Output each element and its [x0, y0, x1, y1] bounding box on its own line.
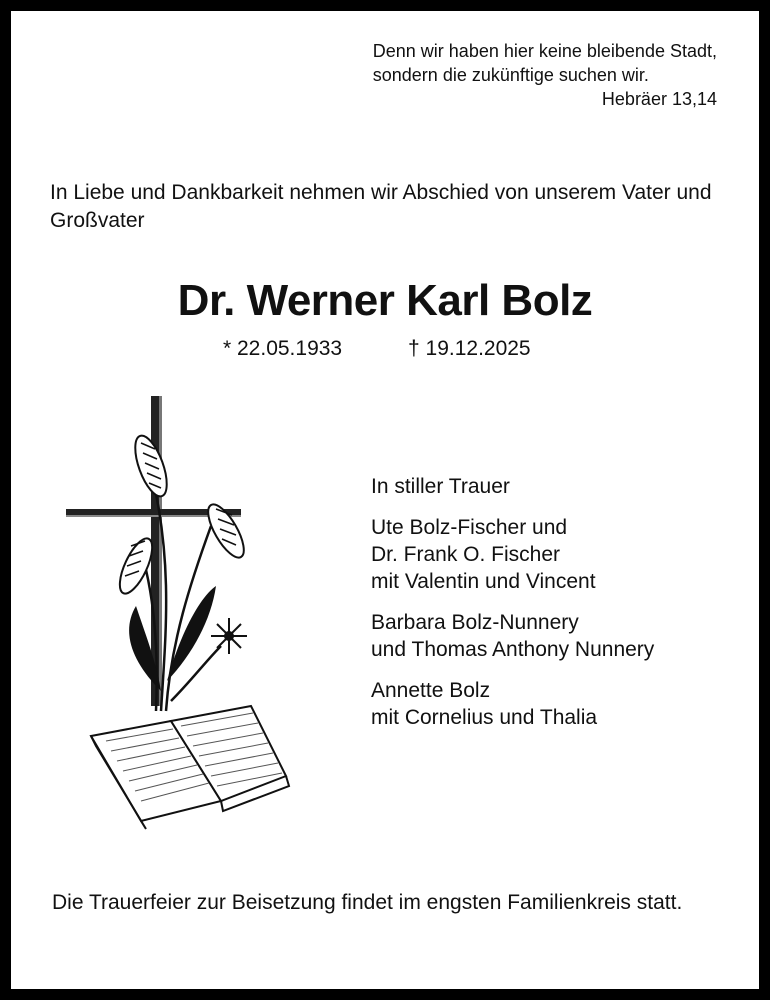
mourner-group	[371, 677, 654, 731]
flower-icon	[211, 618, 247, 654]
mourner-line: Barbara Bolz-Nunnery	[371, 611, 579, 634]
verse-reference: Hebräer 13,14	[601, 89, 717, 109]
cross-wheat-book-icon	[61, 381, 291, 831]
mourner-group	[371, 609, 654, 663]
mourner-line: Dr. Frank O. Fischer	[371, 543, 561, 566]
death-date: † 19.12.2025	[408, 337, 531, 360]
bible-verse	[373, 39, 717, 111]
mourner-line: mit Cornelius und Thalia	[371, 706, 598, 729]
mourner-line: und Thomas Anthony Nunnery	[371, 638, 655, 661]
mourners-list	[371, 473, 654, 745]
intro-text: In Liebe und Dankbarkeit nehmen wir Abschied von unserem Vater und Großvater	[50, 181, 712, 232]
verse-line-1: Denn wir haben hier keine bleibende Stadt,	[372, 41, 717, 61]
birth-date: * 22.05.1933	[223, 337, 343, 360]
mourner-group	[371, 514, 654, 595]
mourner-line: Annette Bolz	[371, 679, 491, 702]
mourner-line: Ute Bolz-Fischer und	[371, 516, 568, 539]
mourner-line: mit Valentin und Vincent	[371, 570, 596, 593]
leaf-icon	[129, 586, 216, 691]
funeral-notice: Die Trauerfeier zur Beisetzung findet im engsten Familienkreis statt.	[52, 891, 683, 914]
verse-line-2: sondern die zukünftige suchen wir.	[372, 65, 649, 85]
deceased-name: Dr. Werner Karl Bolz	[177, 276, 593, 325]
obituary-notice	[11, 11, 759, 989]
mourners-heading: In stiller Trauer	[371, 475, 510, 498]
